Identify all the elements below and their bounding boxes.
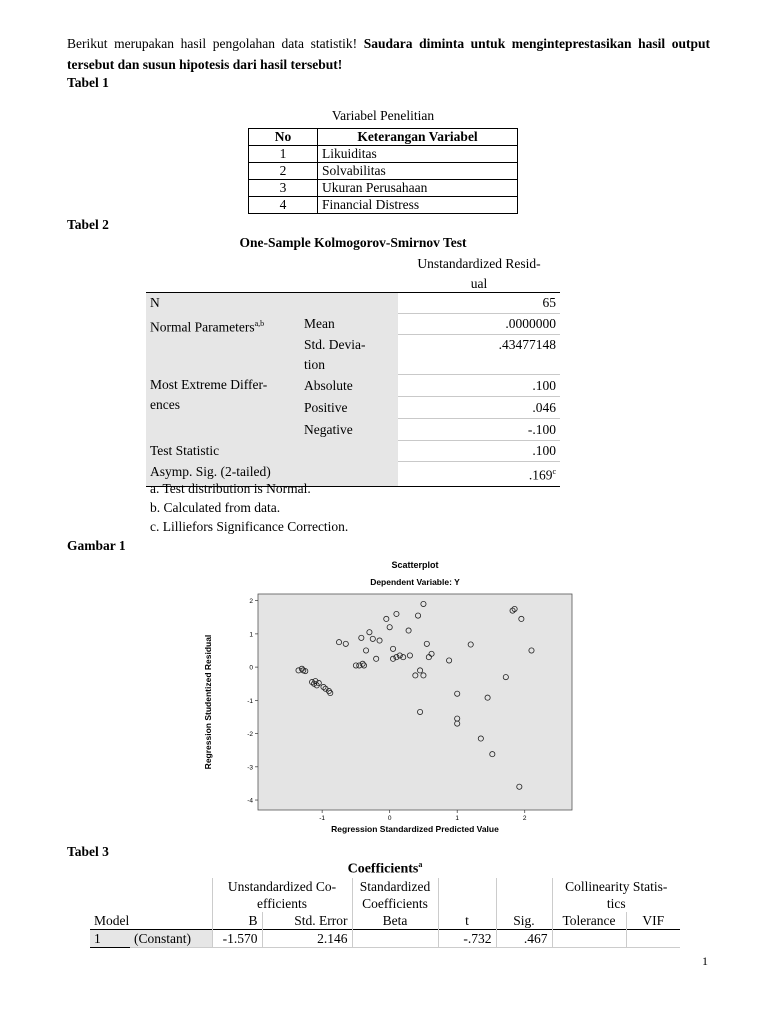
ks-column-header-line2: ual	[470, 276, 488, 291]
row-label-extreme	[146, 375, 300, 441]
normal-params-text: Normal Parameters	[150, 319, 255, 334]
tabel1-label: Tabel 1	[67, 75, 109, 90]
cell-model-no: 1	[90, 930, 130, 948]
y-tick-label: -2	[247, 731, 253, 739]
header-vif: VIF	[626, 912, 680, 930]
tabel2-label: Tabel 2	[67, 217, 109, 232]
table-row	[249, 163, 518, 180]
header-beta: Beta	[352, 912, 438, 930]
header-tolerance: Tolerance	[552, 912, 626, 930]
row-sublabel-std	[300, 335, 398, 375]
header-coll-line1: Collinearity Statis-	[565, 879, 668, 894]
cell-model-name: (Constant)	[130, 930, 212, 948]
header-no: No	[249, 129, 318, 146]
header-variable: Keterangan Variabel	[318, 129, 518, 146]
cell-no: 3	[249, 180, 318, 197]
x-axis-label: Regression Standardized Predicted Value	[331, 824, 499, 834]
y-tick-label: -3	[247, 764, 253, 772]
row-label-asymp-sig: Asymp. Sig. (2-tailed)	[146, 462, 398, 487]
chart-title: Scatterplot	[391, 560, 439, 570]
y-tick-label: 2	[249, 598, 253, 606]
ks-title: One-Sample Kolmogorov-Smirnov Test	[239, 235, 467, 250]
page-number: 1	[702, 954, 708, 968]
row-sublabel-mean: Mean	[300, 314, 398, 335]
ks-footnotes	[150, 479, 348, 536]
cell-variable: Ukuran Perusahaan	[318, 180, 518, 197]
header-unstd	[212, 878, 352, 912]
coefficients-title	[90, 860, 680, 878]
row-sublabel-negative: Negative	[300, 419, 398, 441]
header-std-line2: Coefficients	[362, 896, 428, 911]
header-unstd-line2: efficients	[257, 896, 307, 911]
table-row	[249, 146, 518, 163]
cell-variable: Likuiditas	[318, 146, 518, 163]
cell-no: 2	[249, 163, 318, 180]
normal-params-sup: a,b	[254, 318, 265, 328]
value-positive: .046	[398, 397, 560, 419]
header-unstd-line1: Unstandardized Co-	[227, 879, 337, 894]
row-label-n: N	[146, 293, 398, 314]
header-coll-line2: tics	[606, 896, 626, 911]
intro-paragraph	[67, 33, 710, 75]
x-tick-label: -1	[319, 815, 326, 822]
cell-no: 1	[249, 146, 318, 163]
cell-variable: Solvabilitas	[318, 163, 518, 180]
value-absolute: .100	[398, 375, 560, 397]
cell-sig: .467	[496, 930, 552, 948]
x-tick-label: 2	[522, 815, 527, 822]
ks-column-header-line1: Unstandardized Resid-	[417, 256, 541, 271]
table-row	[146, 441, 560, 462]
coefficients-title-sup: a	[418, 860, 423, 869]
table-row	[146, 375, 560, 397]
footnote-c: c. Lilliefors Significance Correction.	[150, 519, 349, 534]
table-row	[249, 197, 518, 214]
row-sublabel-absolute: Absolute	[300, 375, 398, 397]
row-label-test-statistic: Test Statistic	[146, 441, 398, 462]
table-row	[249, 180, 518, 197]
plot-area	[258, 594, 572, 810]
x-tick-label: 1	[455, 815, 460, 822]
cell-std-error: 2.146	[262, 930, 352, 948]
coefficients-table	[90, 878, 680, 948]
chart-subtitle: Dependent Variable: Y	[370, 577, 460, 587]
asymp-value-text: .169	[528, 467, 553, 483]
cell-variable: Financial Distress	[318, 197, 518, 214]
y-tick-label: -1	[247, 697, 253, 705]
std-label-line1: Std. Devia-	[304, 336, 366, 352]
coefficients-title-text: Coefficients	[347, 861, 419, 877]
table-row	[146, 314, 560, 335]
y-axis-label: Regression Studentized Residual	[203, 634, 213, 770]
value-asymp-sig	[398, 462, 560, 487]
ks-test-table	[146, 292, 560, 487]
table-row	[90, 930, 680, 948]
header-std-error: Std. Error	[262, 912, 352, 930]
value-n: 65	[398, 293, 560, 314]
extreme-label-line1: Most Extreme Differ-	[150, 376, 268, 392]
table-row	[146, 293, 560, 314]
intro-bold-text: Saudara diminta untuk menginteprestasikan hasil output tersebut dan susun hipotesis dari hasil tersebut!	[67, 36, 711, 72]
row-sublabel-positive: Positive	[300, 397, 398, 419]
std-label-line2: tion	[304, 356, 326, 372]
x-tick-label: 0	[387, 815, 392, 822]
tabel3-label: Tabel 3	[67, 844, 109, 859]
cell-b: -1.570	[212, 930, 262, 948]
y-tick-label: 0	[249, 664, 253, 672]
tabel1-caption: Variabel Penelitian	[331, 108, 435, 123]
intro-normal-text: Berikut merupakan hasil pengolahan data statistik!	[67, 36, 358, 51]
header-sig: Sig.	[496, 912, 552, 930]
footnote-a: a. Test distribution is Normal.	[150, 481, 311, 496]
table-row	[90, 878, 680, 912]
header-std	[352, 878, 438, 912]
extreme-label-line2: ences	[150, 396, 180, 412]
cell-t: -.732	[438, 930, 496, 948]
header-std-line1: Standardized	[359, 879, 431, 894]
header-t: t	[438, 912, 496, 930]
table-row	[90, 912, 680, 930]
header-collinearity	[552, 878, 680, 912]
ks-column-header	[398, 254, 560, 294]
value-mean: .0000000	[398, 314, 560, 335]
value-std: .43477148	[398, 335, 560, 375]
variable-table	[248, 128, 518, 214]
header-b: B	[212, 912, 262, 930]
y-tick-label: -4	[247, 797, 253, 805]
value-negative: -.100	[398, 419, 560, 441]
scatterplot	[200, 556, 580, 836]
value-test-statistic: .100	[398, 441, 560, 462]
y-tick-label: 1	[249, 631, 253, 639]
gambar1-label: Gambar 1	[67, 538, 126, 553]
footnote-b: b. Calculated from data.	[150, 500, 281, 515]
asymp-sup: c	[552, 467, 556, 476]
row-label-normal-params	[146, 314, 300, 375]
cell-no: 4	[249, 197, 318, 214]
header-model: Model	[94, 913, 130, 928]
